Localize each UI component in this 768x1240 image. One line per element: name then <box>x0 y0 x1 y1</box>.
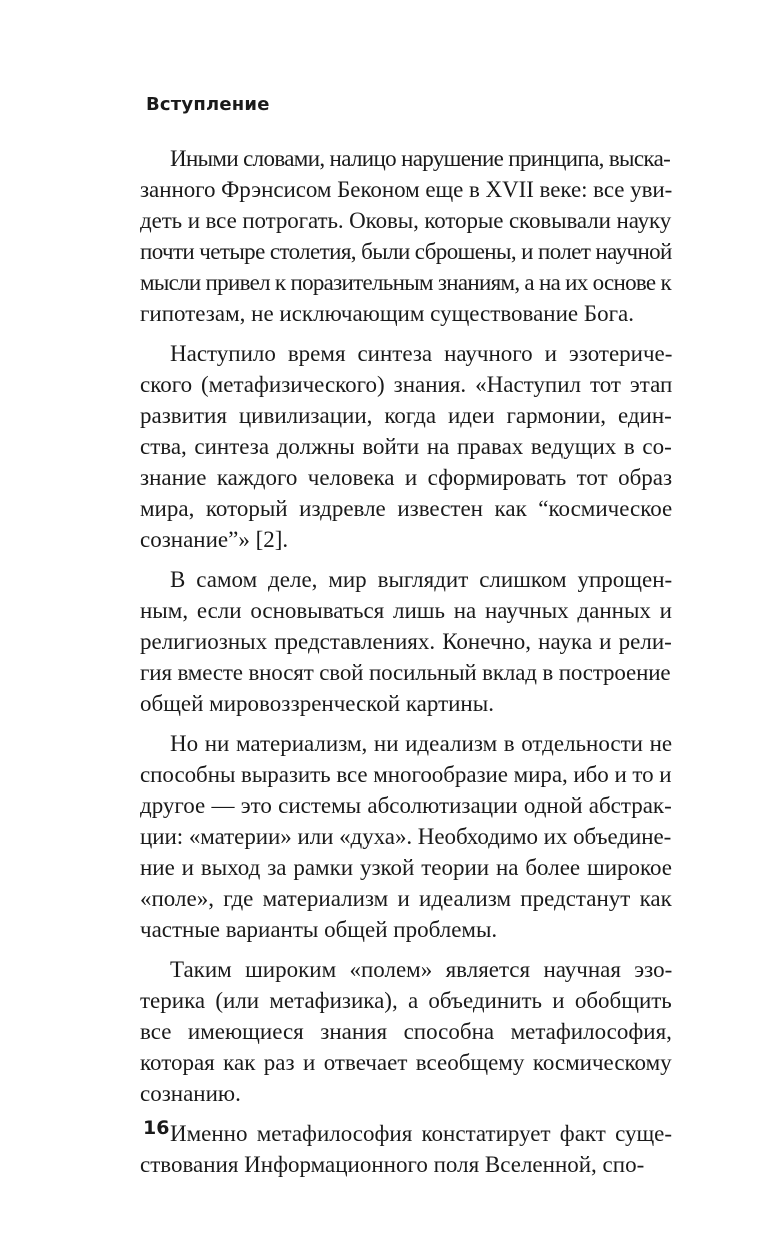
text-line: ства, синтеза должны войти на правах ведущих в со- <box>140 434 672 459</box>
text-line: частные варианты общей проблемы. <box>140 917 498 942</box>
paragraph <box>140 728 672 945</box>
text-line: знание каждого человека и сформировать тот образ <box>140 465 673 490</box>
text-line: все имеющиеся знания способна метафилософия, <box>140 1019 672 1044</box>
text-line: мира, который издревле известен как “космическое <box>140 496 673 521</box>
text-line: Иными словами, налицо нарушение принципа, выска- <box>170 146 671 171</box>
text-line: гипотезам, не исключающим существование Бога. <box>140 301 634 326</box>
text-line: религиозных представлениях. Конечно, наука и рели- <box>140 629 672 654</box>
text-line: другое — это системы абсолютизации одной абстрак- <box>140 793 672 818</box>
text-line: способны выразить все многообразие мира, ибо и то и <box>140 762 672 787</box>
paragraph <box>140 954 672 1109</box>
text-line: Наступило время синтеза научного и эзотериче- <box>170 341 673 366</box>
text-line: сознание”» [2]. <box>140 527 289 552</box>
text-line: ным, если основываться лишь на научных данных и <box>140 598 672 623</box>
text-line: развития цивилизации, когда идеи гармонии, един- <box>140 403 672 428</box>
text-line: Таким широким «полем» является научная эзо- <box>170 957 673 982</box>
text-line: Именно метафилософия констатирует факт суще- <box>170 1121 673 1146</box>
text-line: ции: «материи» или «духа». Необходимо их объедине- <box>140 824 672 849</box>
text-line: «поле», где материализм и идеализм предстанут как <box>140 886 672 911</box>
text-line: ние и выход за рамки узкой теории на более широкое <box>140 855 672 880</box>
text-line: деть и все потрогать. Оковы, которые сковывали науку <box>140 208 672 233</box>
text-line: общей мировоззренческой картины. <box>140 691 494 716</box>
text-line: гия вместе вносят свой посильный вклад в построение <box>140 660 671 685</box>
text-line: сознанию. <box>140 1081 241 1106</box>
text-line: терика (или метафизика), а объединить и обобщить <box>140 988 672 1013</box>
paragraph <box>140 1118 672 1180</box>
text-line: Но ни материализм, ни идеализм в отдельности не <box>170 731 673 756</box>
text-line: ского (метафизического) знания. «Наступил тот этап <box>140 372 673 397</box>
paragraph <box>140 338 672 555</box>
text-line: мысли привел к поразительным знаниям, а на их основе к <box>140 270 671 295</box>
text-line: почти четыре столетия, были сброшены, и полет научной <box>140 239 672 264</box>
running-header: Вступление <box>146 94 270 115</box>
page-number: 16 <box>143 1117 170 1139</box>
paragraph <box>140 143 672 329</box>
text-line: В самом деле, мир выглядит слишком упрощен- <box>170 567 673 592</box>
text-line: занного Фрэнсисом Беконом еще в XVII веке: все уви- <box>140 177 673 202</box>
paragraph <box>140 564 672 719</box>
body-text <box>140 143 672 1189</box>
text-line: которая как раз и отвечает всеобщему космическому <box>140 1050 672 1075</box>
text-line: ствования Информационного поля Вселенной, спо- <box>140 1152 645 1177</box>
